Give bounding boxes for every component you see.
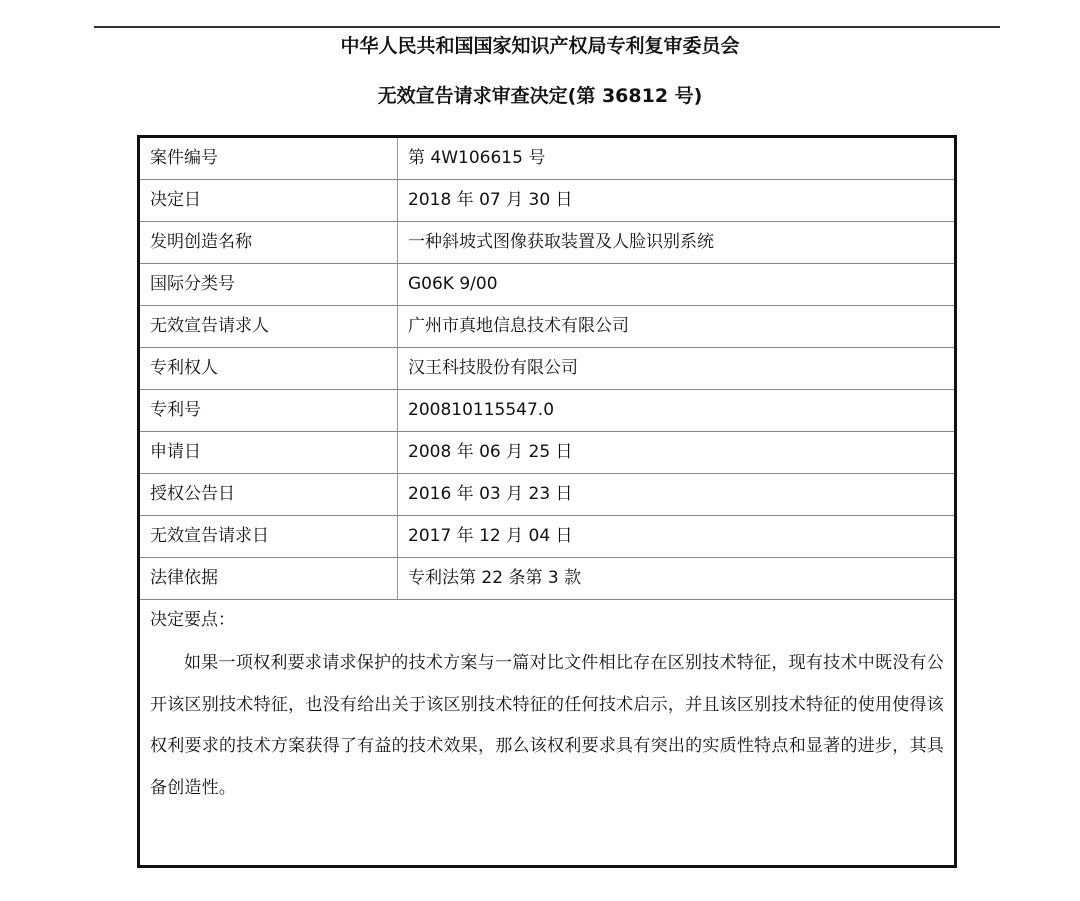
table-row-patentee [140,348,954,390]
table-row-ipc [140,264,954,306]
table-row-decision-date [140,180,954,222]
row-label: 案件编号 [140,138,398,179]
row-value: 2008 年 06 月 25 日 [408,442,573,462]
decision-info-table [137,135,957,868]
row-label: 无效宣告请求人 [140,306,398,347]
row-value: 专利法第 22 条第 3 款 [408,568,582,588]
row-value: 一种斜坡式图像获取装置及人脸识别系统 [408,232,714,252]
row-label: 法律依据 [140,558,398,599]
row-value: 200810115547.0 [408,400,555,420]
table-row-legal-basis [140,558,954,600]
table-row-invalidation-requester [140,306,954,348]
row-value: 第 4W106615 号 [408,148,546,168]
row-value: 2016 年 03 月 23 日 [408,484,573,504]
row-value: 2017 年 12 月 04 日 [408,526,573,546]
document-title: 无效宣告请求审查决定(第 36812 号) [377,85,703,107]
table-row-case-number [140,138,954,180]
row-label: 国际分类号 [140,264,398,305]
organization-title: 中华人民共和国国家知识产权局专利复审委员会 [340,35,740,57]
row-label: 专利权人 [140,348,398,389]
table-row-invention-name [140,222,954,264]
decision-summary-section [140,599,954,809]
top-rule-divider [94,26,1000,28]
row-value: 2018 年 07 月 30 日 [408,190,573,210]
summary-heading: 决定要点： [150,610,235,630]
row-value: 汉王科技股份有限公司 [408,358,578,378]
table-row-filing-date [140,432,954,474]
row-label: 无效宣告请求日 [140,516,398,557]
row-value: 广州市真地信息技术有限公司 [408,316,629,336]
table-row-patent-number [140,390,954,432]
row-label: 发明创造名称 [140,222,398,263]
row-label: 授权公告日 [140,474,398,515]
row-label: 申请日 [140,432,398,473]
table-row-request-date [140,516,954,558]
summary-paragraph: 如果一项权利要求请求保护的技术方案与一篇对比文件相比存在区别技术特征，现有技术中既没有公开该区别技术特征，也没有给出关于该区别技术特征的任何技术启示，并且该区别技术特征的使用使得该权利要求的技术方案获得了有益的技术效果，那么该权利要求具有突出的实质性特点和显著的进步，其具备创造性。 [150,653,944,798]
row-label: 专利号 [140,390,398,431]
row-value: G06K 9/00 [408,274,498,294]
table-row-grant-date [140,474,954,516]
row-label: 决定日 [140,180,398,221]
